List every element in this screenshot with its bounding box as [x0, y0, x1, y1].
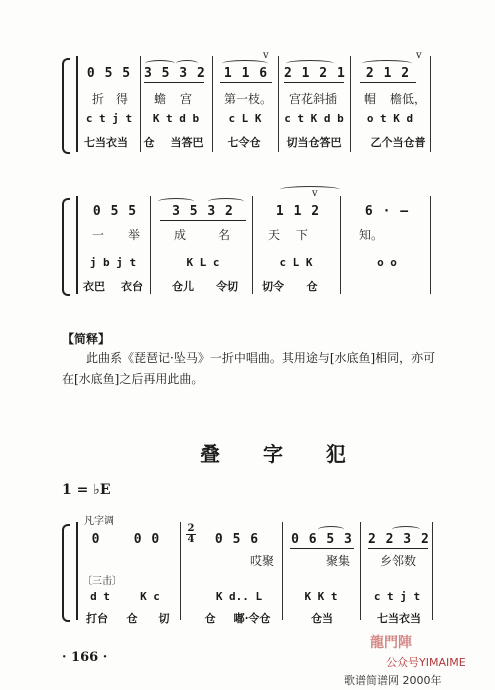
perc-syllable: 衣巴: [83, 280, 105, 293]
perc-syllable: 打台: [86, 612, 108, 625]
piece-title: 叠 字 犯: [200, 442, 364, 466]
perc-syllable: 仓: [126, 612, 138, 625]
perc-measure: K t d b: [152, 112, 200, 125]
perc-syllable: 乙个当仓普: [370, 136, 426, 149]
percussion-line-2: [0, 256, 495, 276]
perc-syllable: 仓: [204, 612, 216, 625]
perc-measure: c t j t: [373, 590, 421, 603]
lyrics-line-2: [0, 226, 495, 246]
perc-measure: c L K: [228, 112, 262, 125]
measure-notes: 2 1 2: [360, 66, 416, 83]
perc-measure: j b j t: [89, 256, 137, 269]
perc-measure: o o: [377, 256, 397, 269]
measure-notes: 0: [91, 532, 101, 547]
perc-syllable: 切当仓答巴: [286, 136, 342, 149]
key-signature: 1 = ♭E: [62, 482, 111, 498]
time-sig-bottom: 4: [187, 534, 195, 545]
lyric: 帽: [363, 92, 376, 106]
lyric: 第一枝。: [223, 92, 272, 106]
percussion-line-3: [0, 590, 495, 610]
lyrics-line-3: [0, 552, 495, 572]
perc-measure: c t K d b: [284, 112, 344, 125]
lyric: 哎聚: [249, 554, 274, 568]
lyric: 名: [217, 228, 230, 242]
lyric: 蟾: [153, 92, 166, 106]
perc-measure: K L c: [186, 256, 220, 269]
perc-syllable: 衣台: [121, 280, 143, 293]
lyric: 宫花斜插: [288, 92, 337, 106]
perc-measure: c L K: [279, 256, 313, 269]
page-number: · 166 ·: [62, 650, 108, 665]
notes-body-line-2: 在[水底鱼]之后再用此曲。: [62, 372, 204, 386]
measure-notes: 0 5 5: [92, 204, 138, 219]
melody-line-1: [0, 66, 495, 86]
slur: [280, 186, 340, 193]
perc-syllable: 七令仓: [227, 136, 261, 149]
mode-label: 凡字调: [84, 516, 114, 527]
lyrics-line-1: [0, 90, 495, 110]
percussion-syllables-3: [0, 610, 495, 630]
measure-notes: 3 5 3 2: [160, 204, 246, 221]
measure-notes: 3 5 3 2: [144, 66, 206, 81]
perc-measure: K K t: [304, 590, 338, 603]
lyric: 乡邻数: [379, 554, 416, 568]
melody-line-3: [0, 532, 495, 552]
perc-syllable: 七当衣当: [377, 612, 421, 625]
breath-mark: v: [312, 188, 318, 199]
perc-measure: K d.. L: [215, 590, 263, 603]
lyric: 举: [127, 228, 140, 242]
measure-notes: 0 5 5: [86, 66, 132, 81]
perc-syllable: 七当衣当: [84, 136, 128, 149]
lyric: 成: [173, 228, 186, 242]
watermark-site: 公众号YIMAIME: [386, 656, 466, 669]
lyric: 折: [91, 92, 104, 106]
lyric: 知。: [358, 228, 383, 242]
lyric: 宫: [179, 92, 192, 106]
notes-body-line-1: 此曲系《琵琶记·坠马》一折中唱曲。其用途与[水底鱼]相同，亦可: [86, 351, 436, 365]
measure-notes: 0 6 5 3: [291, 532, 353, 547]
percussion-set-label: 〔三击〕: [82, 576, 122, 587]
perc-syllable: 切: [158, 612, 170, 625]
lyric: 下: [295, 228, 308, 242]
perc-measure: o t K d: [366, 112, 414, 125]
lyric: 得: [115, 92, 128, 106]
perc-syllable: 仓: [143, 136, 155, 149]
lyric: 一: [91, 228, 104, 242]
breath-mark: v: [416, 50, 422, 61]
measure-notes: 1 1 2: [275, 204, 321, 219]
perc-measure: d t: [90, 590, 110, 603]
measure-notes: 2 1 2 1: [284, 66, 346, 81]
time-sig-top: 2: [187, 523, 195, 534]
perc-syllable: 仓当: [311, 612, 333, 625]
perc-syllable: 当答巴: [170, 136, 204, 149]
measure-notes: 0 0: [133, 532, 161, 547]
watermark-logo: 龍門陣: [370, 635, 412, 651]
perc-syllable: 切令: [262, 280, 284, 293]
perc-syllable: 令切: [216, 280, 238, 293]
perc-syllable: 嘟·令仓: [233, 612, 271, 625]
measure-notes: 1 1 6: [220, 66, 272, 83]
melody-line-2: [0, 204, 495, 224]
percussion-line-1: [0, 112, 495, 132]
percussion-syllables-2: [0, 278, 495, 298]
perc-syllable: 仓: [306, 280, 318, 293]
measure-notes: 2 2 3 2: [368, 532, 430, 547]
lyric: 檐低，: [389, 92, 426, 106]
notes-heading: 【简释】: [62, 332, 111, 346]
lyric: 聚集: [325, 554, 350, 568]
measure-notes: 6 · —: [364, 204, 410, 219]
breath-mark: v: [263, 50, 269, 61]
watermark-caption: 歌谱简谱网 2000年: [344, 674, 442, 687]
perc-measure: c t j t: [85, 112, 133, 125]
lyric: 天: [267, 228, 280, 242]
perc-measure: K c: [140, 590, 160, 603]
perc-syllable: 仓儿: [172, 280, 194, 293]
measure-notes: 0 5 6: [214, 532, 260, 547]
percussion-syllables-1: [0, 134, 495, 154]
